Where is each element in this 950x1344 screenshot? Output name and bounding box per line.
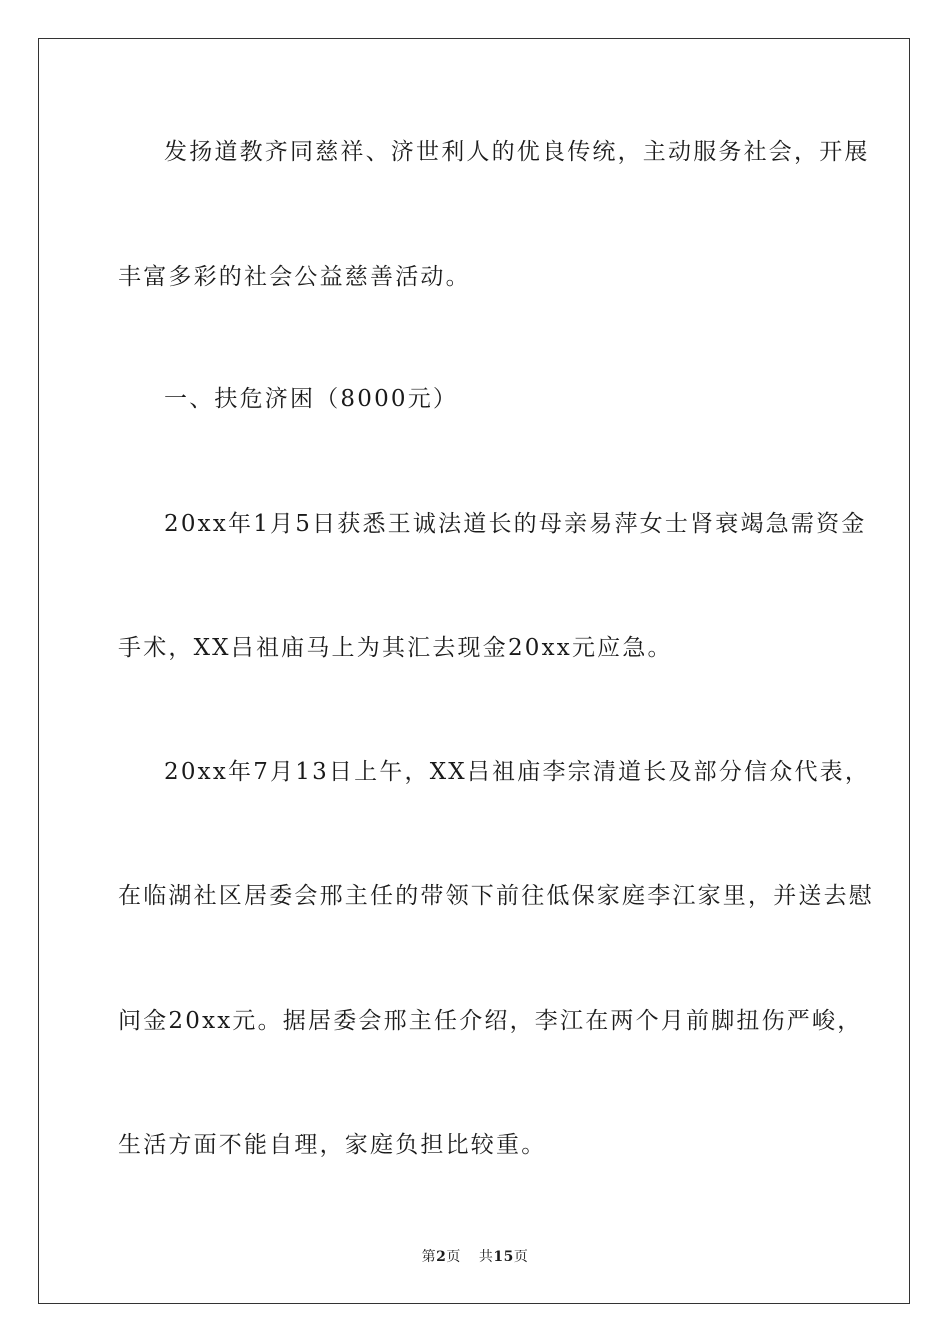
page-number: 2 [436,1249,447,1265]
page-prefix: 第 [421,1249,437,1265]
section-heading: 一、扶危济困（8000元） [164,386,459,412]
paragraph-line-6: 20xx年7月13日上午，XX吕祖庙李宗清道长及部分信众代表， [164,759,871,785]
page-border [38,38,910,1304]
total-pages: 15 [493,1249,514,1265]
paragraph-line-4: 20xx年1月5日获悉王诚法道长的母亲易萍女士肾衰竭急需资金 [164,511,867,537]
paragraph-line-5: 手术，XX吕祖庙马上为其汇去现金20xx元应急。 [118,635,673,661]
total-suffix: 页 [513,1249,529,1265]
page-suffix: 页 [446,1249,461,1265]
paragraph-line-8: 问金20xx元。据居委会邢主任介绍，李江在两个月前脚扭伤严峻， [118,1008,863,1034]
paragraph-line-1: 发扬道教齐同慈祥、济世利人的优良传统，主动服务社会，开展 [164,139,870,165]
paragraph-line-2: 丰富多彩的社会公益慈善活动。 [118,264,471,290]
paragraph-line-9: 生活方面不能自理，家庭负担比较重。 [118,1132,547,1158]
total-prefix: 共 [478,1249,494,1265]
paragraph-line-7: 在临湖社区居委会邢主任的带领下前往低保家庭李江家里，并送去慰 [118,883,874,909]
page-footer [0,1246,950,1266]
